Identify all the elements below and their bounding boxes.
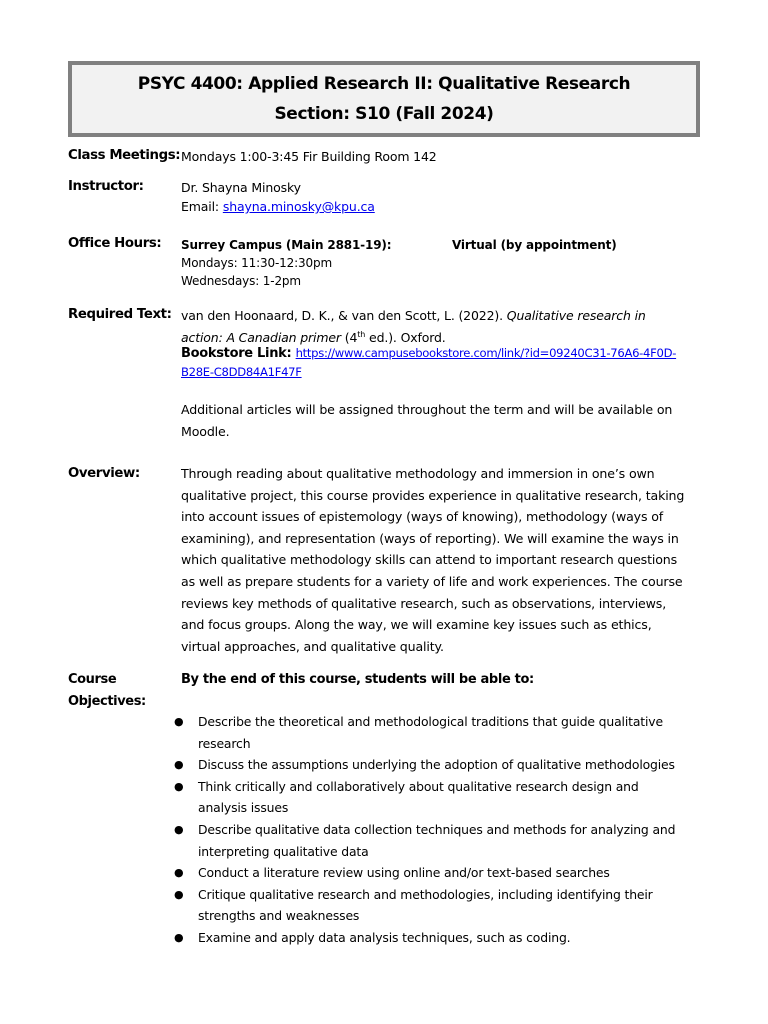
- overview-line: and focus groups. Along the way, we will examine key issues such as ethics,: [181, 617, 652, 633]
- objectives-list: [174, 711, 684, 949]
- list-item: [174, 754, 684, 776]
- objective-line: Describe qualitative data collection techniques and methods for analyzing and: [198, 821, 676, 837]
- list-item: [174, 884, 684, 927]
- bookstore-link-block: [181, 344, 691, 381]
- objective-line: analysis issues: [198, 800, 289, 816]
- required-text-label: Required Text:: [68, 307, 172, 322]
- citation-edition-pre: (4: [340, 330, 358, 346]
- list-item: [174, 711, 684, 754]
- bookstore-link-label: Bookstore Link:: [181, 346, 296, 361]
- office-hours-times: [181, 254, 332, 290]
- office-hours-monday: Mondays: 11:30-12:30pm: [181, 256, 332, 270]
- overview-label: Overview:: [68, 466, 140, 481]
- bookstore-line-2: [181, 363, 691, 381]
- overview-line: which qualitative methodology skills can attend to important research questions: [181, 552, 678, 568]
- overview-line: Through reading about qualitative methodology and immersion in one’s own: [181, 466, 655, 481]
- objective-line: interpreting qualitative data: [198, 843, 369, 859]
- overview-line: qualitative project, this course provides experience in qualitative research, taking: [181, 487, 685, 503]
- bullet-icon: ●: [174, 779, 184, 793]
- email-prefix: Email:: [181, 199, 223, 214]
- bookstore-url-part1[interactable]: https://www.campusebookstore.com/link/?id=09240C31-76A6-4F0D-: [295, 346, 677, 360]
- surrey-campus-heading: Surrey Campus (Main 2881-19):: [181, 238, 392, 252]
- instructor-name: Dr. Shayna Minosky: [181, 180, 301, 195]
- additional-articles-line-1: Additional articles will be assigned throughout the term and will be available on: [181, 402, 673, 417]
- citation-authors: van den Hoonaard, D. K., & van den Scott, L. (2022).: [181, 308, 507, 323]
- list-item: [174, 819, 684, 862]
- office-hours-label: Office Hours:: [68, 236, 162, 251]
- bullet-icon: ●: [174, 758, 184, 772]
- objectives-intro: By the end of this course, students will be able to:: [181, 672, 534, 687]
- overview-line: into account issues of epistemology (ways of knowing), methodology (ways of: [181, 509, 664, 525]
- course-objectives-label-line-2: Objectives:: [68, 694, 146, 709]
- instructor-email-link[interactable]: shayna.minosky@kpu.ca: [222, 199, 375, 214]
- additional-articles-note: [181, 399, 691, 442]
- overview-paragraph: [181, 463, 691, 657]
- bookstore-line-1: [181, 344, 691, 363]
- instructor-email-row: [181, 197, 375, 216]
- objective-line: Examine and apply data analysis techniques, such as coding.: [198, 929, 571, 945]
- list-item: [174, 927, 684, 949]
- bullet-icon: ●: [174, 930, 184, 944]
- objective-line: research: [198, 735, 251, 751]
- course-objectives-label: [68, 669, 146, 713]
- list-item: [174, 776, 684, 819]
- required-text-citation: [181, 306, 681, 347]
- course-title: PSYC 4400: Applied Research II: Qualitative Research: [137, 74, 631, 94]
- objective-line: Describe the theoretical and methodological traditions that guide qualitative: [198, 714, 663, 729]
- additional-articles-line-2: Moodle.: [181, 423, 230, 439]
- objective-line: strengths and weaknesses: [198, 908, 360, 924]
- overview-line: examining), and representation (ways of reporting). We will examine the ways in: [181, 530, 679, 546]
- citation-title-part2: action: A Canadian primer: [181, 330, 341, 346]
- virtual-heading: Virtual (by appointment): [452, 238, 617, 252]
- instructor-block: [181, 178, 375, 216]
- instructor-label: Instructor:: [68, 179, 144, 194]
- overview-line: reviews key methods of qualitative research, such as observations, interviews,: [181, 595, 667, 611]
- course-section: Section: S10 (Fall 2024): [274, 104, 494, 124]
- course-title-box: [68, 61, 700, 137]
- course-objectives-label-line-1: Course: [68, 672, 117, 687]
- office-hours-wednesday: Wednesdays: 1-2pm: [181, 274, 301, 288]
- bullet-icon: ●: [174, 866, 184, 880]
- list-item: [174, 862, 684, 884]
- objective-line: Discuss the assumptions underlying the adoption of qualitative methodologies: [198, 757, 675, 773]
- citation-line-1: [181, 306, 681, 325]
- objective-line: Conduct a literature review using online and/or text-based searches: [198, 865, 610, 881]
- citation-edition-sup: th: [357, 330, 366, 339]
- bullet-icon: ●: [174, 822, 184, 836]
- objective-line: Think critically and collaboratively about qualitative research design and: [198, 778, 639, 794]
- class-meetings-label: Class Meetings:: [68, 148, 181, 163]
- objective-line: Critique qualitative research and methodologies, including identifying their: [198, 886, 653, 902]
- citation-title-part1: Qualitative research in: [506, 308, 646, 323]
- overview-line: virtual approaches, and qualitative quality.: [181, 638, 444, 654]
- overview-line: as well as prepare students for a variety of life and work experiences. The course: [181, 573, 683, 589]
- bookstore-url-part2[interactable]: B28E-C8DD84A1F47F: [181, 365, 302, 379]
- class-meetings-value: Mondays 1:00-3:45 Fir Building Room 142: [181, 149, 437, 164]
- bullet-icon: ●: [174, 715, 184, 728]
- bullet-icon: ●: [174, 887, 184, 901]
- citation-edition-post: ed.). Oxford.: [365, 330, 446, 346]
